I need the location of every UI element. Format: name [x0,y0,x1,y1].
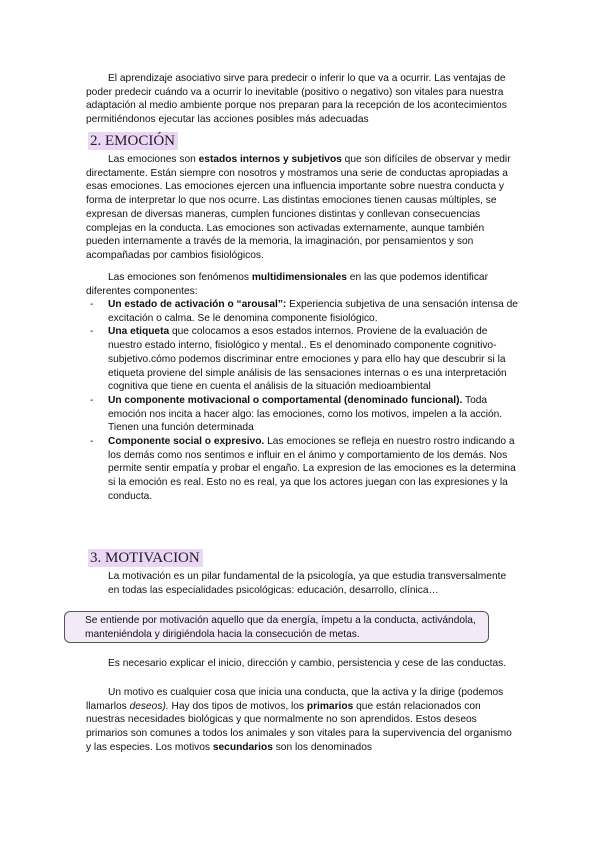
section-heading-motivacion: 3. MOTIVACION [88,549,203,567]
emotion-paragraph-1: Las emociones son estados internos y subjetivos que son difíciles de observar y medir directamente. Están siempre con nosotros y mostramos una serie de conductas apropiadas a esas emociones. Las emociones ejercen una influencia importante sobre nuestra conducta y forma de interpretar lo que nos ocurre. Las distintas emociones tienen causas múltiples, se expresan de diversas maneras, cumplen funciones distintas y conllevan consecuencias complejas en la conducta. Las emociones son activadas externamente, aunque también pueden internamente a través de la memoria, la imaginación, por pensamientos y son acompañadas por cambios fisiológicos. [86,154,511,261]
highlight-box: Se entiende por motivación aquello que da energía, ímpetu a la conducta, activándola, manteniéndola y dirigiéndola hacia la consecución de metas. [64,611,489,643]
section-heading-emocion: 2. EMOCIÓN [88,132,178,150]
bold-phrase: secundarios [212,741,273,753]
components-list [86,298,518,504]
list-item: - Un estado de activación o “arousal”: Experiencia subjetiva de una sensación intensa de excitación o calma. Se le denomina componente fisiológico. [90,299,518,324]
list-item: - Componente social o expresivo. Las emociones se refleja en nuestro rostro indicando a los demás como nos sentimos e influir en el ánimo y comportamiento de los demás. Nos permite sentir empatía y probar el engaño. La expresion de las emociones es la determina si la emoción es real. Esto no es real, ya que los actores juegan con las expresiones y la conducta. [90,436,516,502]
motivation-paragraph-1: La motivación es un pilar fundamental de la psicología, ya que estudia transversalmente en todas las especialidades psicológicas: educación, desarrollo, clínica… [108,571,507,596]
motivation-paragraph-2: Es necesario explicar el inicio, dirección y cambio, persistencia y cese de las conductas. [108,658,507,669]
list-item: - Una etiqueta que colocamos a esos estados internos. Proviene de la evaluación de nuestro estado interno, fisiológico y mental.. Es el denominado componente cognitivo-subjetivo.cómo podemos discriminar entre emociones y para ello hay que descubrir si la etiqueta proviene del simple análisis de las sensaciones internas o es una interpretación cognitiva que tiene en cuenta el análisis de la situación medioambiental [90,326,507,393]
motivation-paragraph-3: Un motivo es cualquier cosa que inicia una conducta, que la activa y la dirige (podemos llamarlos deseos). Hay dos tipos de motivos, los primarios que están relacionados con nuestras necesidades biológicas y que normalmente no son aprendidos. Estos deseos primarios son comunes a todos los animales y son vitales para la supervivencia del organismo y las especies. Los motivos secundarios son los denominados [86,687,512,753]
emotion-paragraph-2: Las emociones son fenómenos multidimensionales en las que podemos identificar diferentes componentes: [86,272,488,297]
italic-phrase: deseos). [129,700,169,712]
bold-phrase: primarios [306,700,354,712]
bold-phrase: estados internos y subjetivos [198,154,342,165]
intro-paragraph: El aprendizaje asociativo sirve para predecir o inferir lo que va a ocurrir. Las ventajas de poder predecir cuándo va a ocurrir lo inevitable (positivo o negativo) son vitales para nuestra adaptación al medio ambiente porque nos preparan para la recepción de los acontecimientos permitiéndonos ejecutar las acciones posibles más adecuadas [86,73,507,126]
list-item: - Un componente motivacional o comportamental (denominado funcional). Toda emoción nos incita a hacer algo: las emociones, como los motivos, impelen a la acción. Tienen una función determinada [90,394,503,434]
bold-phrase: multidimensionales [251,272,347,283]
